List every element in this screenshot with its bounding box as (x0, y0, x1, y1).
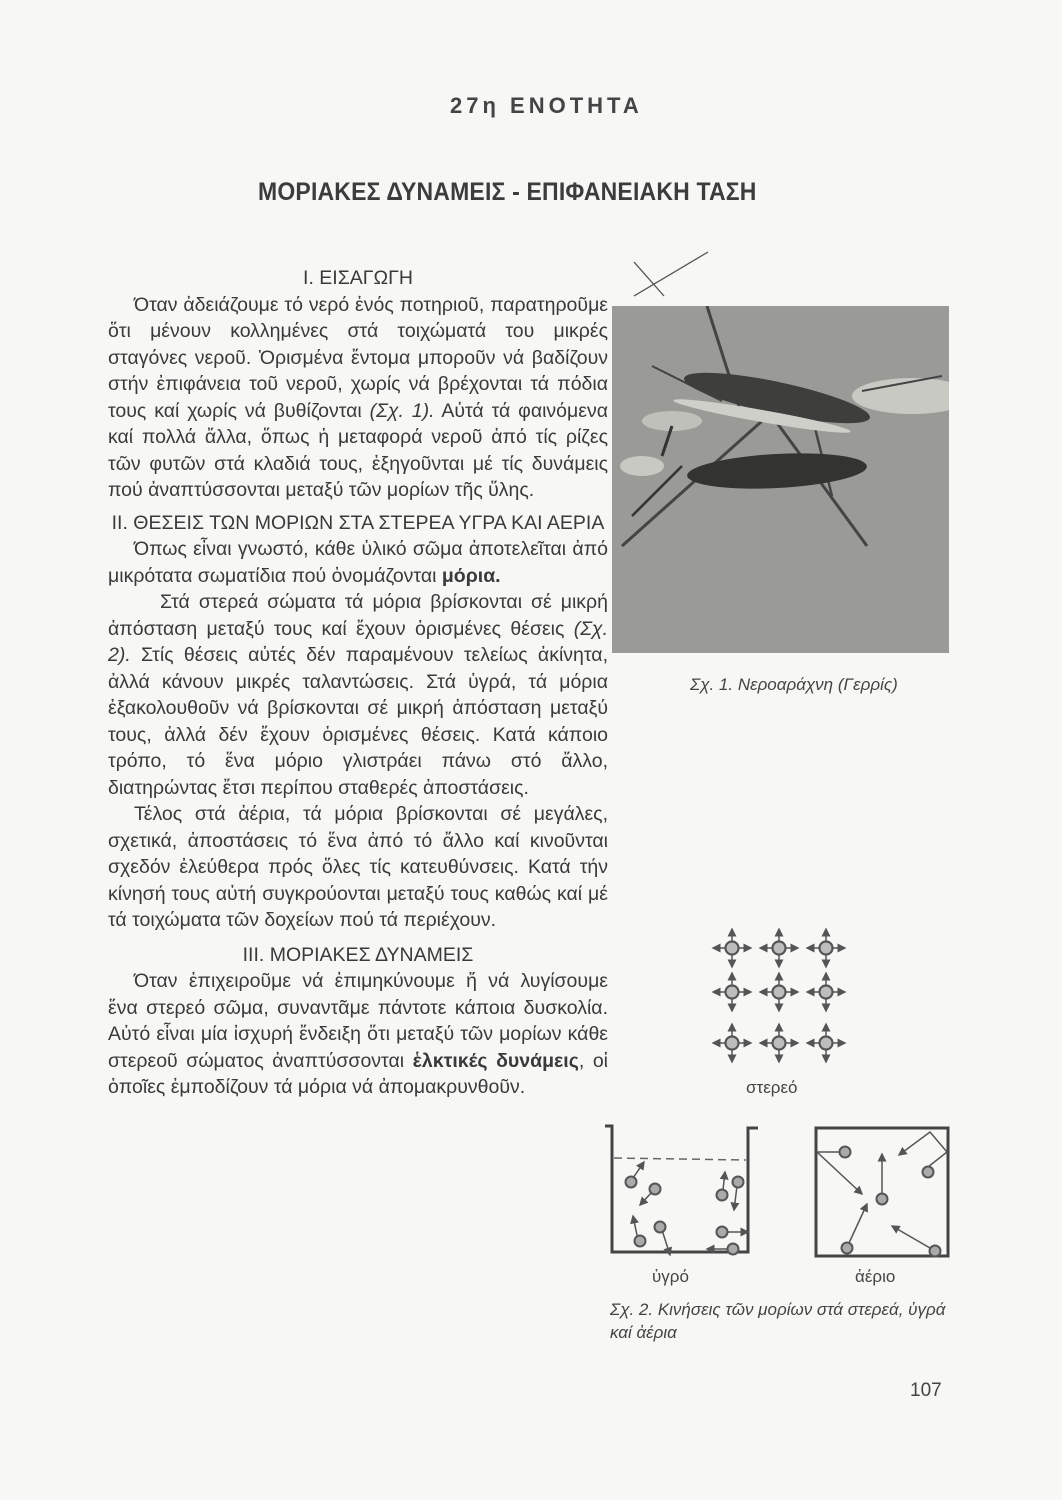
solid-molecules-diagram (705, 920, 855, 1070)
term-attractive-forces: ἑλκτικές δυνάμεις (412, 1049, 579, 1072)
gas-molecules-diagram (812, 1124, 952, 1264)
chapter-title: ΜΟΡΙΑΚΕΣ ΔΥΝΑΜΕΙΣ - ΕΠΙΦΑΝΕΙΑΚΗ ΤΑΣΗ (258, 178, 757, 206)
term-molecules: μόρια. (441, 564, 501, 587)
section-heading-positions: ΙΙ. ΘΕΣΕΙΣ ΤΩΝ ΜΟΡΙΩΝ ΣΤΑ ΣΤΕΡΕΑ ΥΓΡΑ ΚΑΙ ΑΕΡΙΑ (111, 511, 605, 534)
label-liquid: ὑγρό (652, 1267, 689, 1286)
paragraph: Στά στερεά σώματα τά μόρια βρίσκονται σέ μικρή ἀπόσταση μεταξύ τους καί ἔχουν ὁρισμένες θέσεις (Σχ. 2). Στίς θέσεις αὐτές δέν παραμένουν τελείως ἀκίνητα, ἀλλά κάνουν μικρές ταλαντώσεις. Στά ὑγρά, τά μόρια ἐξακολουθοῦν νά βρίσκονται σέ μικρή ἀπόσταση μεταξύ τους, ἀλλά δέν ἔχουν ὁρισμένες θέσεις. Κατά κάποιο τρόπο, τό ἕνα μόριο γλιστράει πάνω στό ἄλλο, διατηρώντας ἔτσι περίπου σταθερές ἀποστάσεις. (108, 591, 608, 799)
text-column (108, 265, 608, 1101)
figure-water-strider (612, 306, 949, 653)
label-solid: στερεό (746, 1078, 798, 1097)
unit-title: 27η ΕΝΟΤΗΤΑ (450, 93, 643, 118)
section-heading-intro: Ι. ΕΙΣΑΓΩΓΗ (303, 267, 413, 289)
label-gas: ἀέριο (855, 1267, 896, 1286)
water-strider-photo (612, 306, 949, 653)
section-heading-forces: ΙΙΙ. ΜΟΡΙΑΚΕΣ ΔΥΝΑΜΕΙΣ (242, 943, 474, 966)
paragraph: Όταν ἀδειάζουμε τό νερό ἑνός ποτηριοῦ, παρατηροῦμε ὅτι μένουν κολλημένες στά τοιχώματά του μικρές σταγόνες νεροῦ. Ὁρισμένα ἔντομα μποροῦν νά βαδίζουν στήν ἐπιφάνεια τοῦ νεροῦ, χωρίς νά βρέχονται τά πόδια τους καί χωρίς νά βυθίζονται (Σχ. 1). Αὐτά τά φαινόμενα καί πολλά ἄλλα, ὅπως ἡ μεταφορά νεροῦ ἀπό τίς ρίζες τῶν φυτῶν στά κλαδιά τους, ἐξηγοῦνται μέ τίς δυνάμεις πού ἀναπτύσσονται μεταξύ τῶν μορίων τῆς ὕλης. (108, 293, 608, 501)
figure-2-caption: Σχ. 2. Κινήσεις τῶν μορίων στά στερεά, ὑγρά καί ἀέρια (610, 1300, 946, 1342)
pencil-cross-mark (632, 250, 712, 300)
figure-1-caption: Σχ. 1. Νεροαράχνη (Γερρίς) (690, 675, 898, 694)
paragraph: Όπως εἶναι γνωστό, κάθε ὑλικό σῶμα ἀποτελεῖται ἀπό μικρότατα σωματίδια πού ὀνομάζονται μόρια. (108, 538, 608, 587)
paragraph: Όταν ἐπιχειροῦμε νά ἐπιμηκύνουμε ἤ νά λυγίσουμε ἕνα στερεό σῶμα, συναντᾶμε πάντοτε κάποια δυσκολία. Αὐτό εἶναι μία ἰσχυρή ἔνδειξη ὅτι μεταξύ τῶν μορίων κάθε στερεοῦ σώματος ἀναπτύσσονται ἑλκτικές δυνάμεις, οἱ ὁποῖες ἐμποδίζουν τά μόρια νά ἀπομακρυνθοῦν. (108, 970, 609, 1098)
liquid-molecules-diagram (600, 1120, 760, 1260)
paragraph: Τέλος στά ἀέρια, τά μόρια βρίσκονται σέ μεγάλες, σχετικά, ἀποστάσεις τό ἕνα ἀπό τό ἄλλο καί κινοῦνται σχεδόν ἐλεύθερα πρός ὅλες τίς κατευθύνσεις. Κατά τήν κίνησή τους αὐτή συγκρούονται μεταξύ τους καθώς καί μέ τά τοιχώματα τῶν δοχείων πού τά περιέχουν. (108, 803, 608, 931)
page-number: 107 (910, 1380, 942, 1401)
